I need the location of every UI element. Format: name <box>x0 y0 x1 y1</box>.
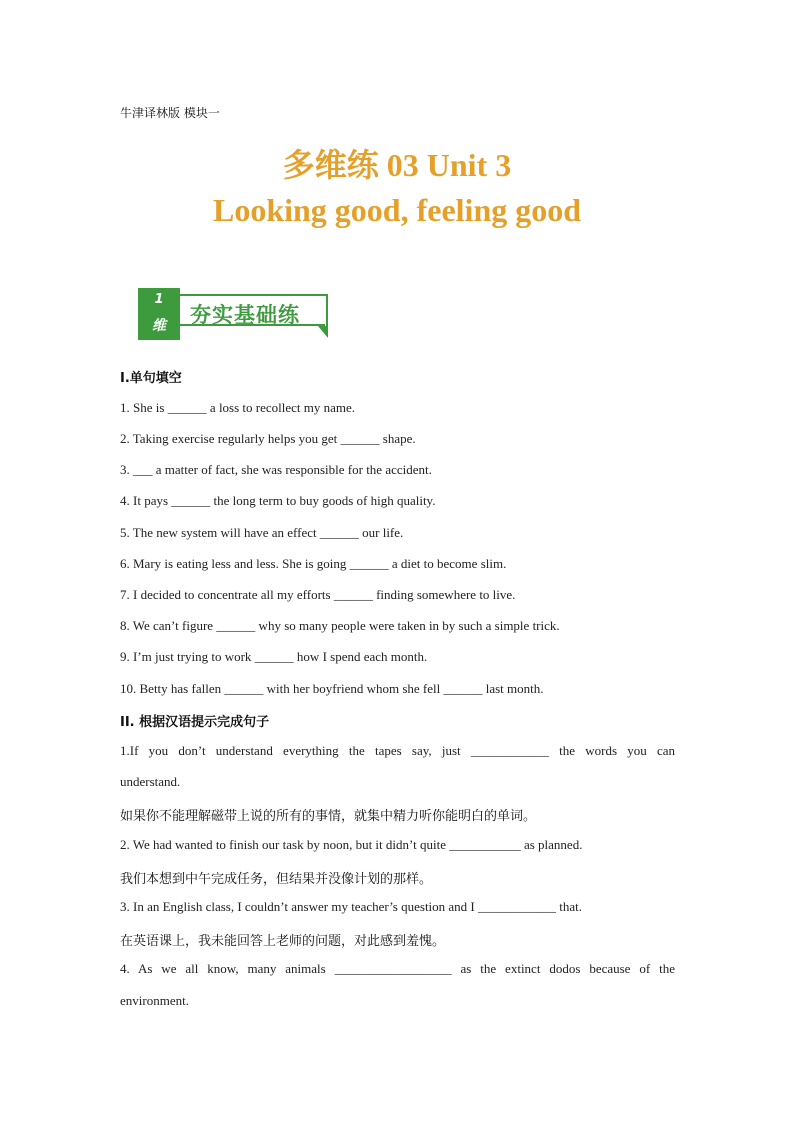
list-item: 8. We can’t figure ______ why so many people were taken in by such a simple trick. <box>120 618 560 633</box>
list-item: 3. In an English class, I couldn’t answer my teacher’s question and I ____________ that. <box>120 899 583 914</box>
list-item: 4. As we all know, many animals __________________ as the extinct dodos because of the <box>120 961 675 976</box>
list-item: 3. ___ a matter of fact, she was responsible for the accident. <box>120 462 432 477</box>
badge-underline <box>180 324 325 326</box>
list-item: 9. I’m just trying to work ______ how I spend each month. <box>120 649 428 664</box>
list-item: 1. She is ______ a loss to recollect my name. <box>120 400 356 415</box>
list-item: 6. Mary is eating less and less. She is going ______ a diet to become slim. <box>120 556 507 571</box>
list-item: 7. I decided to concentrate all my efforts ______ finding somewhere to live. <box>120 587 516 602</box>
list-item: 10. Betty has fallen ______ with her boyfriend whom she fell ______ last month. <box>120 681 544 696</box>
section2-heading: II. 根据汉语提示完成句子 <box>120 715 270 730</box>
list-item: 5. The new system will have an effect ______ our life. <box>120 525 404 540</box>
badge-dimension: 维 <box>152 318 166 334</box>
list-item-continuation: environment. <box>120 993 189 1008</box>
badge-number: 1 <box>154 292 164 307</box>
section1-heading: I.单句填空 <box>120 371 182 386</box>
list-item-continuation: understand. <box>120 774 181 789</box>
badge-label-box <box>180 294 328 326</box>
translation-hint: 我们本想到中午完成任务，但结果并没像计划的那样。 <box>120 872 433 887</box>
badge-number-block <box>138 288 180 340</box>
badge-label: 夯实基础练 <box>190 303 300 327</box>
translation-hint: 在英语课上，我未能回答上老师的问题，对此感到羞愧。 <box>120 934 446 949</box>
translation-hint: 如果你不能理解磁带上说的所有的事情，就集中精力听你能明白的单词。 <box>120 809 537 824</box>
list-item: 2. We had wanted to finish our task by noon, but it didn’t quite ___________ as planned. <box>120 837 583 852</box>
list-item: 4. It pays ______ the long term to buy goods of high quality. <box>120 493 436 508</box>
page-subtitle: Looking good, feeling good <box>212 192 582 228</box>
section-badge <box>138 288 338 342</box>
page-title: 多维练 03 Unit 3 <box>282 147 512 183</box>
edition-line: 牛津译林版 模块一 <box>120 106 220 120</box>
list-item: 1.If you don’t understand everything the tapes say, just ____________ the words you can <box>120 743 675 758</box>
list-item: 2. Taking exercise regularly helps you get ______ shape. <box>120 431 416 446</box>
